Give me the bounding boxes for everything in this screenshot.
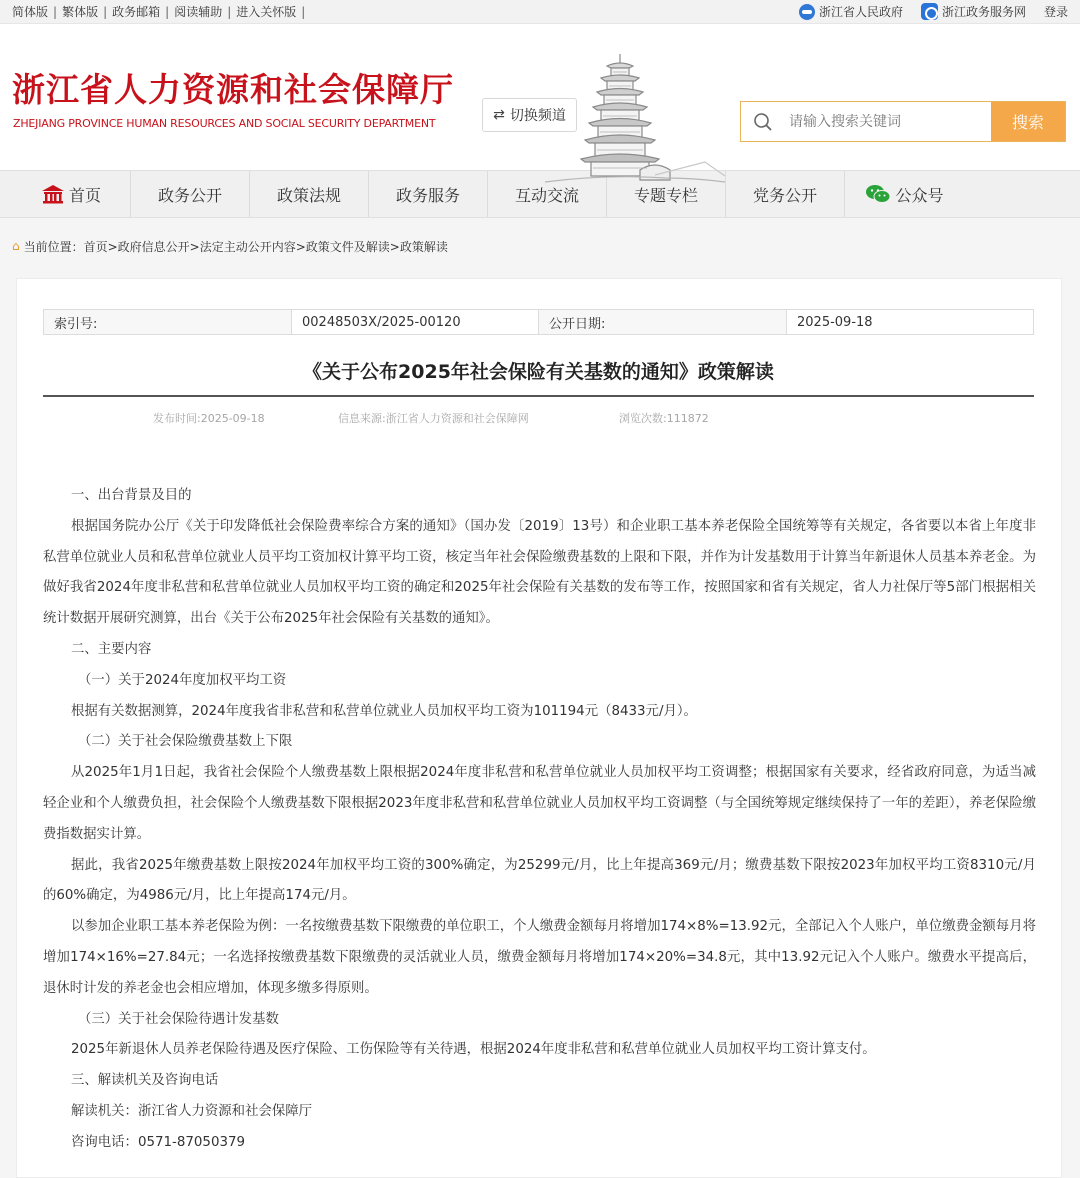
care-mode-link[interactable]: 进入关怀版	[236, 5, 297, 19]
article-paragraph: 以参加企业职工基本养老保险为例：一名按缴费基数下限缴费的单位职工，个人缴费金额每月将增加174×8%=13.92元，全部记入个人账户，单位缴费金额每月将增加174×16%=27.84元；一名选择按缴费基数下限缴费的灵活就业人员，缴费金额每月将增加174×20%=34.8元，其中13.92元记入个人账户。缴费水平提高后，退休时计发的养老金也会相应增加，体现多缴多得原则。	[43, 919, 1036, 996]
top-right-links	[799, 3, 1068, 20]
site-header	[0, 24, 1080, 170]
pagoda-illustration	[545, 52, 725, 186]
simplified-link[interactable]: 简体版	[12, 5, 49, 19]
shuffle-icon: ⇄	[493, 107, 505, 123]
wechat-icon	[865, 184, 891, 204]
gov-emblem-icon	[799, 4, 815, 20]
subsection-heading: （一）关于2024年度加权平均工资	[78, 672, 287, 688]
login-link[interactable]: 登录	[1043, 5, 1068, 19]
nav-item-interaction[interactable]: 互动交流	[488, 171, 607, 217]
view-count: 浏览次数:111872	[619, 412, 709, 425]
gov-site-label: 浙江省人民政府	[818, 5, 903, 19]
article-body	[43, 481, 1036, 1159]
breadcrumb-text[interactable]: 当前位置：首页>政府信息公开>法定主动公开内容>政策文件及解读>政策解读	[23, 239, 448, 254]
nav-item-policy[interactable]: 政策法规	[250, 171, 369, 217]
location-icon: ⌂	[12, 239, 20, 253]
search-icon	[741, 102, 785, 141]
service-site-label: 浙江政务服务网	[941, 5, 1026, 19]
nav-item-party-affairs[interactable]: 党务公开	[726, 171, 845, 217]
gov-mail-link[interactable]: 政务邮箱	[112, 5, 161, 19]
gov-site-link[interactable]	[799, 3, 903, 20]
nav-item-gov-affairs[interactable]: 政务公开	[131, 171, 250, 217]
date-value: 2025-09-18	[797, 314, 873, 330]
logo-subtitle: ZHEJIANG PROVINCE HUMAN RESOURCES AND SOCIAL SECURITY DEPARTMENT	[13, 117, 436, 130]
meta-table	[43, 309, 1034, 335]
top-links: 简体版 | 繁体版 | 政务邮箱 | 阅读辅助 | 进入关怀版 |	[12, 4, 306, 19]
search-box	[740, 101, 1066, 142]
index-value: 00248503X/2025-00120	[292, 310, 539, 334]
article-paragraph: 根据国务院办公厅《关于印发降低社会保险费率综合方案的通知》（国办发〔2019〕13号）和企业职工基本养老保险全国统筹等有关规定，各省要以本省上年度非私营单位就业人员和私营单位就业人员平均工资加权计算平均工资，核定当年社会保险缴费基数的上限和下限，并作为计发基数用于计算当年新退休人员基本养老金。为做好我省2024年度非私营和私营单位就业人员加权平均工资的确定和2025年社会保险有关基数的发布等工作，按照国家和省有关规定，省人力社保厅等5部门根据相关统计数据开展研究测算，出台《关于公布2025年社会保险有关基数的通知》。	[43, 518, 1036, 627]
breadcrumb	[0, 218, 1080, 274]
section-heading: 二、主要内容	[71, 641, 152, 657]
section-heading: 一、出台背景及目的	[71, 488, 192, 503]
subsection-heading: （三）关于社会保险待遇计发基数	[78, 1011, 279, 1027]
title-divider	[43, 395, 1034, 397]
main-nav	[0, 170, 1080, 218]
section-heading: 三、解读机关及咨询电话	[71, 1073, 219, 1089]
index-label: 索引号:	[44, 310, 292, 334]
article-title: 《关于公布2025年社会保险有关基数的通知》政策解读	[303, 361, 774, 383]
nav-item-wechat[interactable]	[845, 171, 964, 217]
nav-item-home[interactable]	[12, 171, 131, 217]
article-panel	[16, 278, 1062, 1178]
info-source: 信息来源:浙江省人力资源和社会保障网	[338, 412, 529, 425]
article-paragraph: 咨询电话：0571-87050379	[71, 1134, 246, 1150]
subsection-heading: （二）关于社会保险缴费基数上下限	[78, 734, 293, 750]
switch-channel-label: 切换频道	[509, 108, 566, 124]
service-site-link[interactable]	[921, 3, 1026, 20]
nav-label-wechat: 公众号	[895, 185, 944, 205]
traditional-link[interactable]: 繁体版	[62, 5, 99, 19]
article-paragraph: 据此，我省2025年缴费基数上限按2024年加权平均工资的300%确定，为25299元/月，比上年提高369元/月；缴费基数下限按2023年加权平均工资8310元/月的60%确定，为4986元/月，比上年提高174元/月。	[43, 857, 1036, 904]
logo-title[interactable]: 浙江省人力资源和社会保障厅	[12, 70, 454, 109]
nav-label-home: 首页	[68, 185, 101, 205]
search-button[interactable]: 搜索	[991, 102, 1065, 141]
nav-item-topics[interactable]: 专题专栏	[607, 171, 726, 217]
top-utility-bar	[0, 0, 1080, 24]
search-input[interactable]	[785, 102, 991, 141]
article-paragraph: 2025年新退休人员养老保险待遇及医疗保险、工伤保险等有关待遇，根据2024年度非私营和私营单位就业人员加权平均工资计算支付。	[71, 1042, 876, 1058]
article-paragraph: 根据有关数据测算，2024年度我省非私营和私营单位就业人员加权平均工资为101194元（8433元/月）。	[71, 703, 697, 719]
publish-time: 发布时间:2025-09-18	[153, 412, 265, 425]
home-icon	[41, 184, 65, 204]
article-paragraph: 从2025年1月1日起，我省社会保险个人缴费基数上限根据2024年度非私营和私营单位就业人员加权平均工资调整；根据国家有关要求，经省政府同意，为适当减轻企业和个人缴费负担，社会保险个人缴费基数下限根据2023年度非私营和私营单位就业人员加权平均工资调整（与全国统筹规定继续保持了一年的差距），养老保险缴费指数据实计算。	[43, 765, 1036, 842]
date-label: 公开日期:	[539, 310, 787, 334]
nav-item-services[interactable]: 政务服务	[369, 171, 488, 217]
service-logo-icon	[921, 3, 938, 20]
article-paragraph: 解读机关：浙江省人力资源和社会保障厅	[71, 1103, 313, 1119]
reading-aid-link[interactable]: 阅读辅助	[174, 5, 223, 19]
